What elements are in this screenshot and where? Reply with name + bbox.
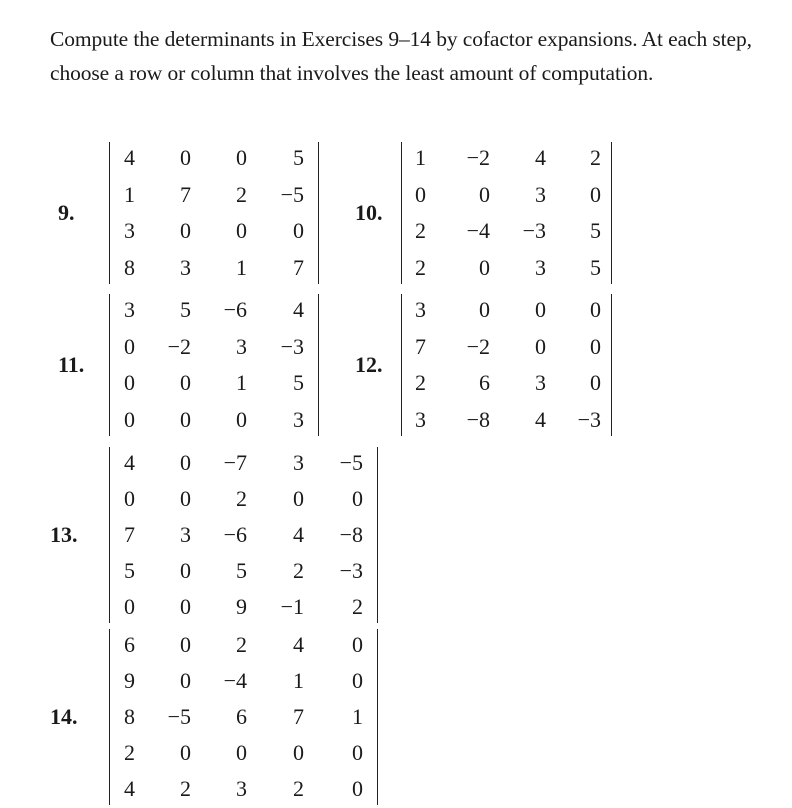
matrix-entry: −6	[223, 297, 247, 323]
matrix-entry: 5	[124, 558, 135, 583]
matrix-entry: 7	[180, 181, 191, 207]
matrix-entry: 4	[293, 522, 304, 547]
determinant-matrix	[109, 629, 378, 805]
matrix-entry: −2	[466, 333, 490, 359]
matrix-entry: 0	[535, 333, 546, 359]
matrix-entry: 0	[180, 450, 191, 475]
determinant-matrix	[109, 142, 319, 284]
matrix-entry: 5	[236, 558, 247, 583]
matrix-entry: 6	[124, 632, 135, 657]
matrix-entry: 2	[293, 558, 304, 583]
matrix-entry: 1	[293, 668, 304, 693]
matrix-entry: 0	[236, 406, 247, 432]
matrix-entry: 2	[415, 254, 426, 280]
matrix-entry: −5	[167, 704, 191, 729]
matrix-entry: 2	[352, 594, 363, 619]
matrix-entry: 1	[415, 145, 426, 171]
matrix-entry: −5	[280, 181, 304, 207]
matrix-entry: 3	[293, 450, 304, 475]
matrix-entry: 3	[124, 297, 135, 323]
matrix-entry: 0	[180, 370, 191, 396]
matrix-entry: −6	[223, 522, 247, 547]
matrix-entry: 0	[124, 406, 135, 432]
determinant-matrix	[401, 294, 612, 436]
matrix-entry: 1	[236, 254, 247, 280]
matrix-entry: 5	[590, 218, 601, 244]
matrix-entry: 0	[180, 632, 191, 657]
matrix-entry: 0	[124, 594, 135, 619]
matrix-entry: −3	[522, 218, 546, 244]
matrix-entry: 9	[124, 668, 135, 693]
matrix-entry: 0	[352, 668, 363, 693]
matrix-entry: 2	[236, 181, 247, 207]
matrix-entry: −3	[280, 333, 304, 359]
matrix-entry: 6	[236, 704, 247, 729]
matrix-entry: 0	[415, 181, 426, 207]
matrix-entry: −3	[339, 558, 363, 583]
matrix-entry: −4	[223, 668, 247, 693]
matrix-entry: 4	[124, 450, 135, 475]
matrix-entry: 0	[180, 594, 191, 619]
matrix-entry: 5	[293, 145, 304, 171]
matrix-entry: 2	[415, 218, 426, 244]
matrix-entry: 7	[293, 254, 304, 280]
matrix-entry: 0	[124, 370, 135, 396]
matrix-entry: 0	[124, 333, 135, 359]
matrix-entry: 0	[479, 297, 490, 323]
matrix-entry: 4	[293, 297, 304, 323]
matrix-entry: 2	[236, 632, 247, 657]
exercise-number: 12.	[355, 352, 383, 377]
matrix-entry: 1	[236, 370, 247, 396]
matrix-entry: −3	[577, 406, 601, 432]
matrix-entry: 5	[590, 254, 601, 280]
matrix-entry: 2	[415, 370, 426, 396]
matrix-entry: 0	[352, 486, 363, 511]
matrix-entry: 3	[415, 406, 426, 432]
matrix-entry: 3	[535, 254, 546, 280]
determinant-matrix	[109, 447, 378, 623]
matrix-entry: 2	[590, 145, 601, 171]
matrix-entry: 0	[590, 297, 601, 323]
matrix-entry: 0	[236, 218, 247, 244]
matrix-entry: 0	[180, 558, 191, 583]
matrix-entry: 3	[535, 181, 546, 207]
matrix-entry: 3	[415, 297, 426, 323]
matrix-entry: 2	[124, 740, 135, 765]
matrix-entry: −1	[280, 594, 304, 619]
matrix-entry: 5	[180, 297, 191, 323]
matrix-entry: 0	[352, 740, 363, 765]
matrix-entry: 9	[236, 594, 247, 619]
determinant-matrix	[109, 294, 319, 436]
matrix-entry: 4	[124, 145, 135, 171]
exercise-number: 14.	[50, 704, 78, 729]
matrix-entry: 3	[293, 406, 304, 432]
matrix-entry: 0	[479, 254, 490, 280]
matrix-entry: 3	[180, 522, 191, 547]
matrix-entry: −2	[167, 333, 191, 359]
matrix-entry: 0	[590, 370, 601, 396]
matrix-entry: 7	[124, 522, 135, 547]
matrix-entry: 0	[124, 486, 135, 511]
exercise-number: 13.	[50, 522, 78, 547]
matrix-entry: 0	[590, 181, 601, 207]
matrix-entry: 0	[180, 740, 191, 765]
exercise-number: 11.	[58, 352, 85, 377]
matrix-entry: 0	[180, 668, 191, 693]
matrix-entry: 0	[180, 145, 191, 171]
matrix-entry: 0	[236, 740, 247, 765]
matrix-entry: 3	[180, 254, 191, 280]
matrix-entry: 4	[293, 632, 304, 657]
matrix-entry: 0	[180, 486, 191, 511]
matrix-entry: −5	[339, 450, 363, 475]
matrix-entry: 7	[415, 333, 426, 359]
matrix-entry: 0	[236, 145, 247, 171]
matrix-entry: 0	[293, 740, 304, 765]
matrix-entry: 0	[352, 632, 363, 657]
matrix-entry: 3	[535, 370, 546, 396]
determinant-matrix	[401, 142, 612, 284]
instructions-paragraph: Compute the determinants in Exercises 9–14 by cofactor expansions. At each step, choose a row or column that involves the least amount of computation.	[50, 27, 752, 85]
matrix-entry: 2	[236, 486, 247, 511]
matrix-entry: −7	[223, 450, 247, 475]
matrix-entry: 2	[180, 776, 191, 801]
matrix-entry: 6	[479, 370, 490, 396]
matrix-entry: 1	[352, 704, 363, 729]
matrix-entry: 7	[293, 704, 304, 729]
matrix-entry: 8	[124, 704, 135, 729]
matrix-entry: 8	[124, 254, 135, 280]
matrix-entry: 3	[124, 218, 135, 244]
matrix-entry: −8	[466, 406, 490, 432]
matrix-entry: 0	[293, 218, 304, 244]
matrix-entry: 0	[293, 486, 304, 511]
exercise-number: 10.	[355, 200, 383, 225]
matrix-entry: 3	[236, 776, 247, 801]
matrix-entry: −4	[466, 218, 490, 244]
matrix-entry: 5	[293, 370, 304, 396]
matrix-entry: 0	[590, 333, 601, 359]
matrix-entry: 0	[479, 181, 490, 207]
matrix-entry: 4	[535, 145, 546, 171]
matrix-entry: 1	[124, 181, 135, 207]
exercise-number: 9.	[58, 200, 75, 225]
matrix-entry: 3	[236, 333, 247, 359]
matrix-entry: 0	[180, 218, 191, 244]
matrix-entry: 2	[293, 776, 304, 801]
matrix-entry: 4	[124, 776, 135, 801]
matrix-entry: 4	[535, 406, 546, 432]
matrix-entry: 0	[180, 406, 191, 432]
matrix-entry: −2	[466, 145, 490, 171]
matrix-entry: 0	[535, 297, 546, 323]
matrix-entry: 0	[352, 776, 363, 801]
matrix-entry: −8	[339, 522, 363, 547]
